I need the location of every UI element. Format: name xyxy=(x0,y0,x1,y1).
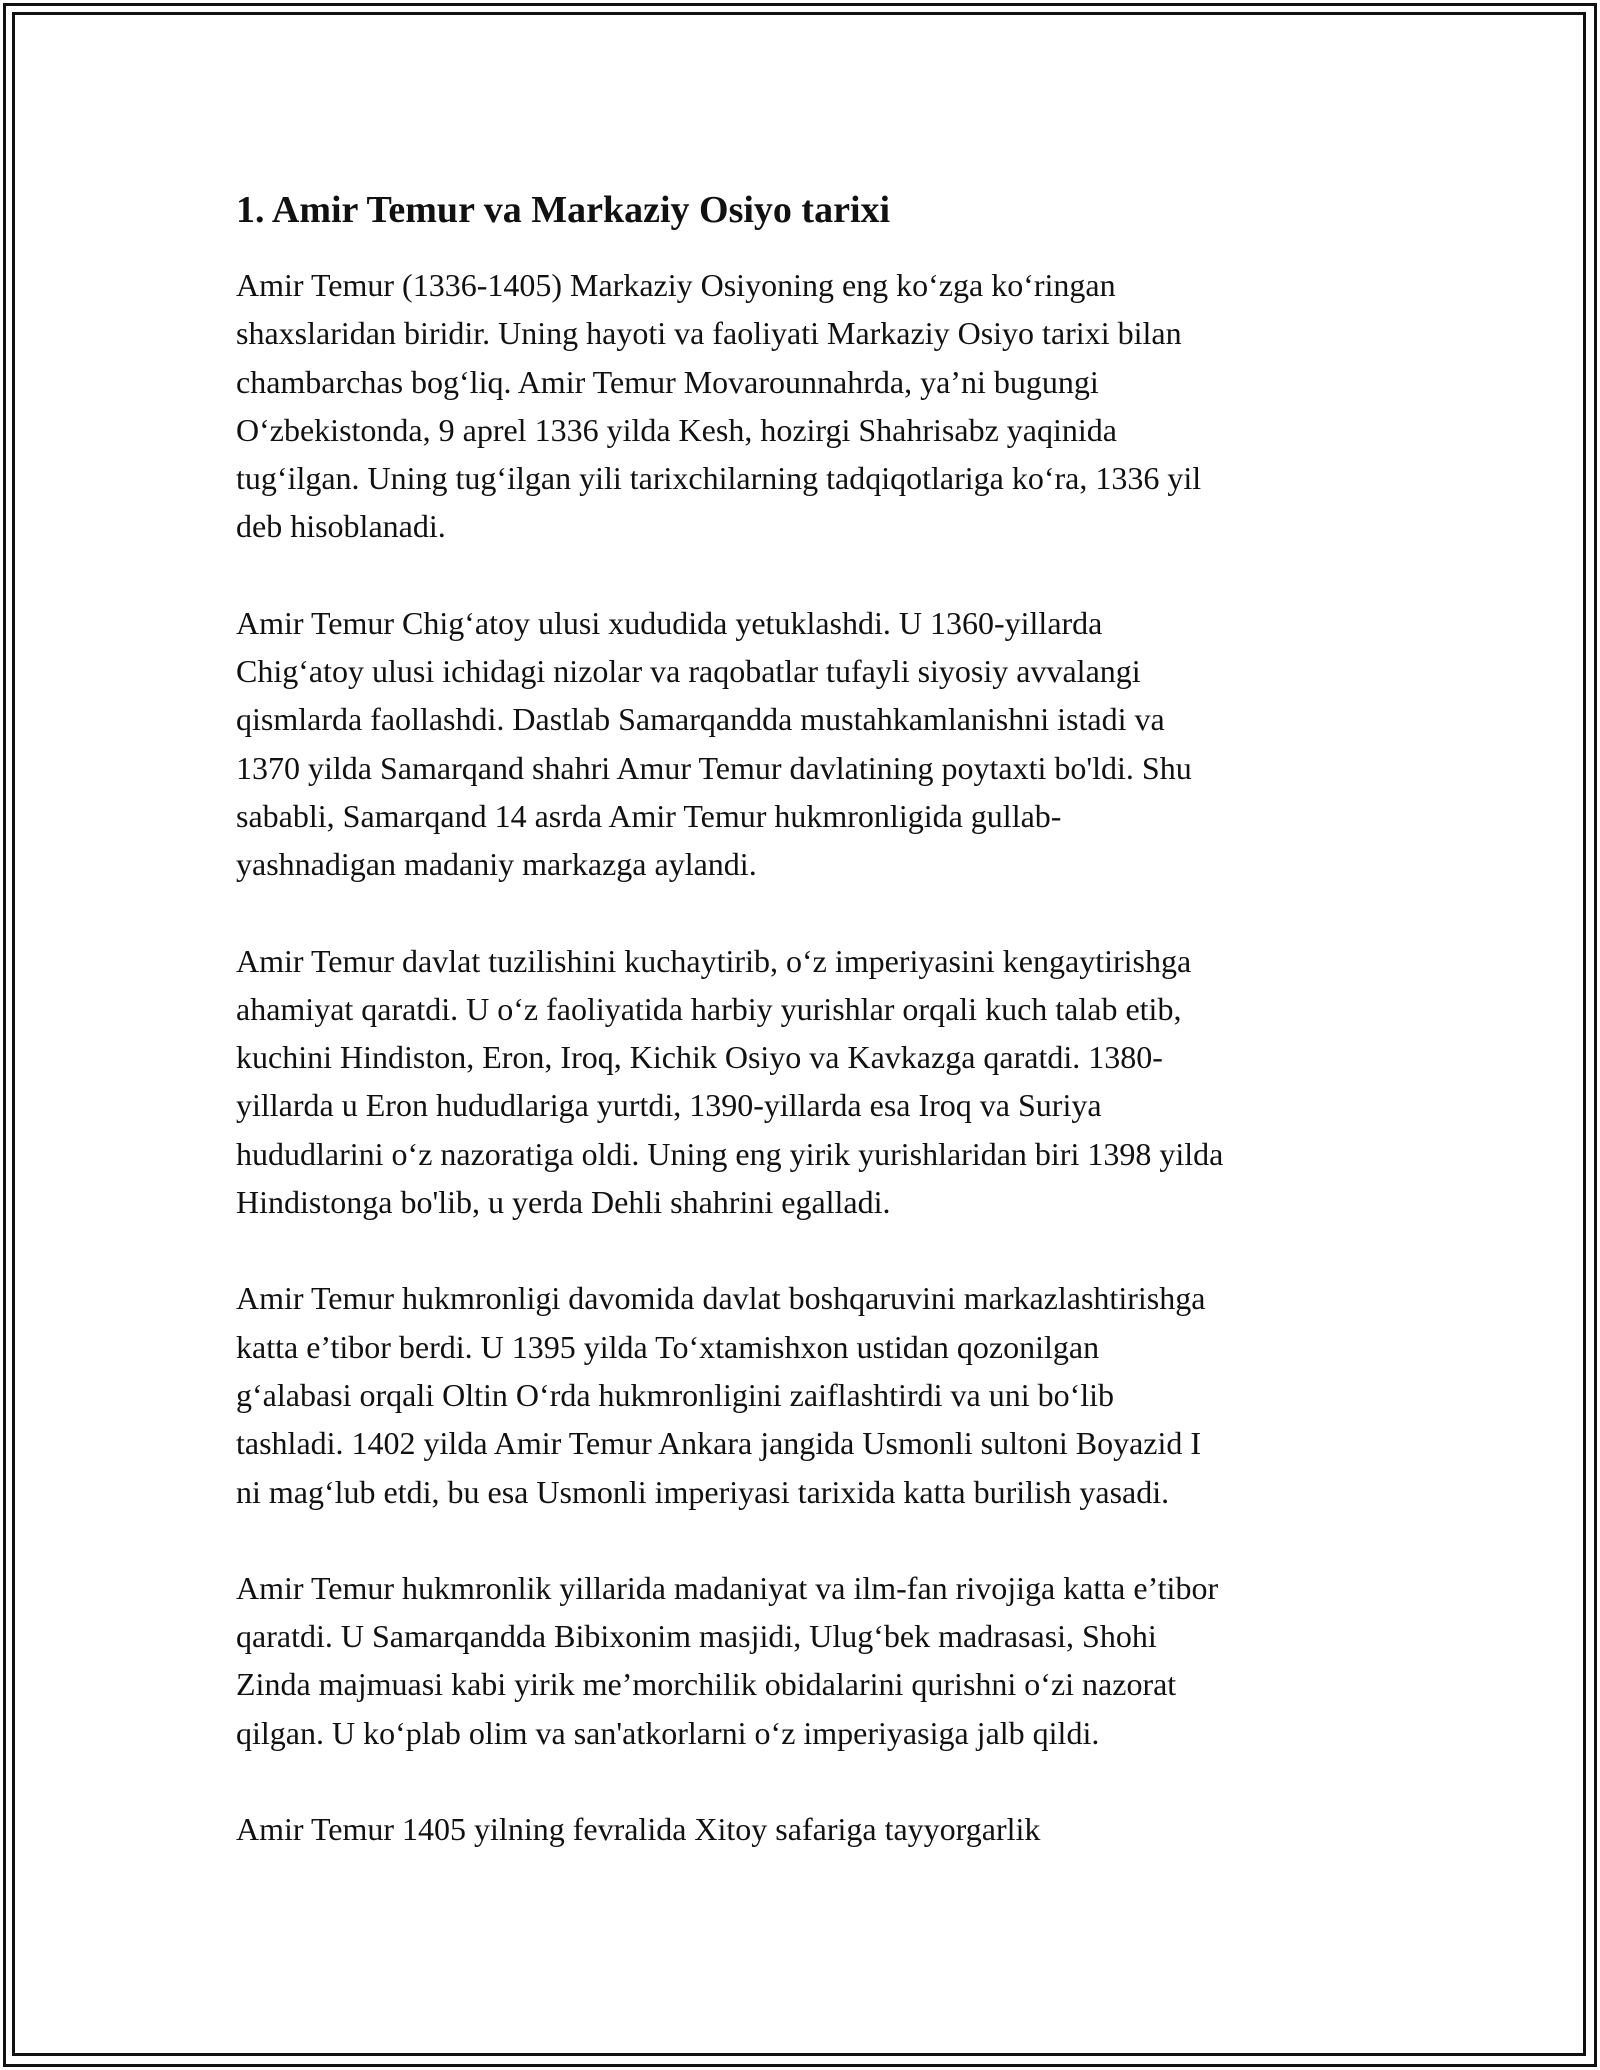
section-heading: 1. Amir Temur va Markaziy Osiyo tarixi xyxy=(236,189,891,231)
paragraph-1: Amir Temur (1336-1405) Markaziy Osiyoning eng koʻzga koʻringan shaxslaridan biridir. Uning hayoti va faoliyati Markaziy Osiyo tarixi bilan chambarchas bogʻliq. Amir Temur Movarounnahrda, ya’ni bugungi Oʻzbekistonda, 9 aprel 1336 yilda Kesh, hozirgi Shahrisabz yaqinida tugʻilgan. Uning tugʻilgan yili tarixchilarning tadqiqotlariga koʻra, 1336 yil deb hisoblanadi. xyxy=(236,267,1202,545)
paragraph-3: Amir Temur davlat tuzilishini kuchaytirib, oʻz imperiyasini kengaytirishga ahamiyat qaratdi. U oʻz faoliyatida harbiy yurishlar orqali kuch talab etib, kuchini Hindiston, Eron, Iroq, Kichik Osiyo va Kavkazga qaratdi. 1380- yillarda u Eron hududlariga yurtdi, 1390-yillarda esa Iroq va Suriya hududlarini oʻz nazoratiga oldi. Uning eng yirik yurishlaridan biri 1398 yilda Hindistonga bo'lib, u yerda Dehli shahrini egalladi. xyxy=(236,942,1224,1221)
paragraph-6: Amir Temur 1405 yilning fevralida Xitoy safariga tayyorgarlik xyxy=(236,1811,1041,1848)
paragraph-4: Amir Temur hukmronligi davomida davlat boshqaruvini markazlashtirishga katta e’tibor berdi. U 1395 yilda Toʻxtamishxon ustidan qozonilgan gʻalabasi orqali Oltin Oʻrda hukmronligini zaiflashtirdi va uni boʻlib tashladi. 1402 yilda Amir Temur Ankara jangida Usmonli sultoni Boyazid I ni magʻlub etdi, bu esa Usmonli imperiyasi tarixida katta burilish yasadi. xyxy=(236,1280,1206,1510)
paragraph-5: Amir Temur hukmronlik yillarida madaniyat va ilm-fan rivojiga katta e’tibor qaratdi. U Samarqandda Bibixonim masjidi, Ulugʻbek madrasasi, Shohi Zinda majmuasi kabi yirik me’morchilik obidalarini qurishni oʻzi nazorat qilgan. U koʻplab olim va san'atkorlarni oʻz imperiyasiga jalb qildi. xyxy=(236,1569,1219,1751)
paragraph-2: Amir Temur Chigʻatoy ulusi xududida yetuklashdi. U 1360-yillarda Chigʻatoy ulusi ichidagi nizolar va raqobatlar tufayli siyosiy avvalangi qismlarda faollashdi. Dastlab Samarqandda mustahkamlanishni istadi va 1370 yilda Samarqand shahri Amur Temur davlatining poytaxti bo'ldi. Shu sababli, Samarqand 14 asrda Amir Temur hukmronligida gullab- yashnadigan madaniy markazga aylandi. xyxy=(236,604,1192,883)
document-body xyxy=(236,185,1386,1901)
